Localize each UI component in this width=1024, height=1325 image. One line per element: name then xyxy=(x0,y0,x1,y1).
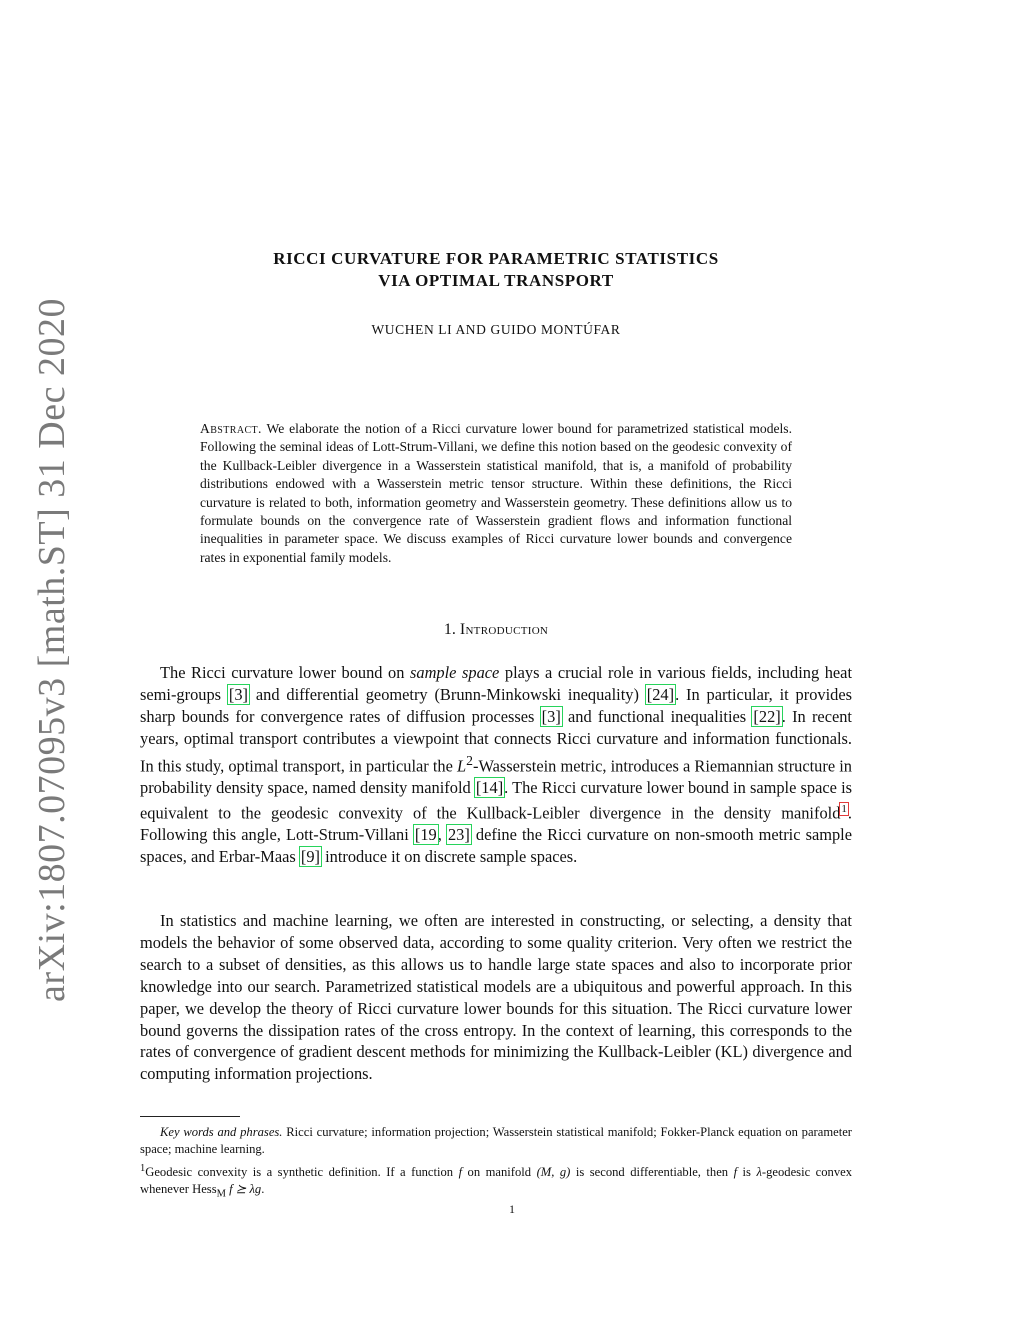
math-superscript: 2 xyxy=(466,752,473,768)
abstract xyxy=(200,420,792,567)
text-run: -Wasserstein metric, introduces a Riemannian structure in probability density space, named density manifold xyxy=(140,756,853,797)
paper-title xyxy=(140,248,852,292)
text-run: introduce it on discrete sample spaces. xyxy=(321,847,578,867)
text-run: Geodesic convexity is a synthetic definition. If a function xyxy=(145,1165,459,1180)
text-run: , xyxy=(437,825,447,845)
math-L: L xyxy=(457,756,467,776)
keywords-footnote xyxy=(140,1124,852,1158)
text-run: . In particular, it provides sharp bounds for convergence rates of diffusion processes xyxy=(140,684,852,726)
citation-link[interactable]: 23] xyxy=(447,825,470,845)
footnote-1-mark: 1 xyxy=(140,1163,146,1174)
section-number: 1. xyxy=(443,621,456,638)
math-f: f xyxy=(733,1165,738,1180)
citation-link[interactable]: [3] xyxy=(228,684,249,704)
math-f: f xyxy=(458,1165,463,1180)
text-run: . xyxy=(261,1182,265,1197)
text-run: . In recent years, optimal transport contributes a viewpoint that connects Ricci curvature and information functionals. In this study, optimal transport, in particular the xyxy=(140,706,852,776)
citation-link[interactable]: [19 xyxy=(414,825,437,845)
abstract-label: Abstract. xyxy=(200,421,262,436)
citation-link[interactable]: [24] xyxy=(646,684,675,704)
text-run: and functional inequalities xyxy=(561,706,753,726)
citation-link[interactable]: [9] xyxy=(300,847,320,867)
citation-link[interactable]: [22] xyxy=(753,706,781,726)
text-run: -geodesic convex whenever xyxy=(140,1165,853,1197)
citation-link[interactable]: [14] xyxy=(475,778,504,797)
footnotes xyxy=(140,1124,852,1203)
title-line-1: RICCI CURVATURE FOR PARAMETRIC STATISTICS xyxy=(273,249,719,268)
text-run: define the Ricci curvature on non-smooth metric sample spaces, and Erbar-Maas xyxy=(140,825,852,867)
text-run: . Following this angle, Lott-Strum-Villani xyxy=(140,803,852,845)
emphasis-sample-space: sample space xyxy=(410,663,500,682)
arxiv-identifier-stamp: arXiv:1807.07095v3 [math.ST] 31 Dec 2020 xyxy=(31,298,73,1002)
math-relation: f ⪰ λg xyxy=(225,1182,262,1197)
citation-link[interactable]: [3] xyxy=(541,706,561,726)
text-run: The Ricci curvature lower bound on xyxy=(160,663,410,682)
footnote-link[interactable]: 1 xyxy=(841,802,847,815)
authors: WUCHEN LI AND GUIDO MONTÚFAR xyxy=(371,322,621,337)
text-run: is xyxy=(737,1165,757,1180)
abstract-text: We elaborate the notion of a Ricci curvature lower bound for parametrized statistical models. Following the seminal ideas of Lott-Strum-Villani, we define this notion based on the geodesic convexity of the Kullback-Leibler divergence in a Wasserstein statistical manifold, that is, a manifold of probability distributions endowed with a Wasserstein metric tensor structure. Within these definitions, the Ricci curvature is related to both, information geometry and Wasserstein geometry. These definitions allow us to formulate bounds on the convergence rate of Wasserstein gradient flows and information functional inequalities in parameter space. We discuss examples of Ricci curvature lower bounds and convergence rates in exponential family models. xyxy=(200,421,792,565)
footnote-divider xyxy=(140,1116,240,1117)
keywords-label: Key words and phrases. xyxy=(160,1125,283,1139)
footnote-1 xyxy=(140,1160,852,1203)
text-run: . The Ricci curvature lower bound in sample space is equivalent to the geodesic convexity of the Kullback-Leibler divergence in the density manifold xyxy=(140,778,852,823)
math-lambda: λ xyxy=(756,1165,762,1180)
text-run: and differential geometry (Brunn-Minkowski inequality) xyxy=(249,684,646,704)
keywords-text: Ricci curvature; information projection; Wasserstein statistical manifold; Fokker-Planck equation on parameter space; machine learning. xyxy=(140,1125,852,1156)
text-run: plays a crucial role in various fields, including heat semi-groups xyxy=(140,663,852,704)
intro-paragraph-1 xyxy=(140,662,852,868)
title-line-2: VIA OPTIMAL TRANSPORT xyxy=(378,271,614,290)
math-hess: Hess xyxy=(192,1182,217,1197)
section-title: Introduction xyxy=(459,621,549,638)
math-subscript: M xyxy=(216,1188,226,1200)
intro-paragraph-2: In statistics and machine learning, we often are interested in constructing, or selecting, a density that models the behavior of some observed data, according to some quality criterion. Very often we restrict the search to a subset of densities, as this allows us to handle large state spaces and also to incorporate prior knowledge into our search. Parametrized statistical models are a ubiquitous and powerful approach. In this paper, we develop the theory of Ricci curvature lower bounds for this situation. The Ricci curvature lower bound governs the dissipation rates of the cross entropy. In the context of learning, this corresponds to the rates of convergence of gradient descent methods for minimizing the Kullback-Leibler (KL) divergence and computing information projections. xyxy=(140,911,852,1084)
math-manifold: (M, g) xyxy=(536,1165,571,1180)
section-heading-introduction xyxy=(140,621,852,639)
text-run: on manifold xyxy=(462,1165,537,1180)
text-run: is second differentiable, then xyxy=(570,1165,734,1180)
page-number: 1 xyxy=(509,1202,515,1216)
